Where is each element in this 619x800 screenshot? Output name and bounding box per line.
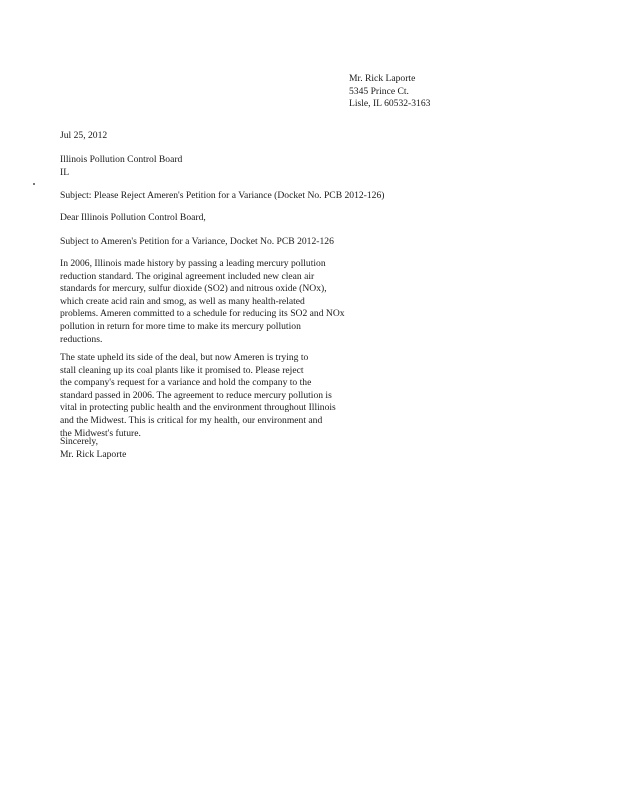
sender-name: Mr. Rick Laporte	[349, 73, 416, 84]
paragraph-line: vital in protecting public health and the environment throughout Illinois	[60, 402, 336, 414]
salutation: Dear Illinois Pollution Control Board,	[60, 212, 206, 223]
recipient-state: IL	[60, 166, 70, 178]
paragraph-line: pollution in return for more time to make its mercury pollution	[60, 320, 301, 332]
body-paragraph-2	[60, 352, 360, 440]
recipient-name: Illinois Pollution Control Board	[60, 154, 183, 165]
paragraph-line: reduction standard. The original agreement included new clean air	[60, 270, 315, 282]
subject-line: Subject: Please Reject Ameren's Petition for a Variance (Docket No. PCB 2012-126)	[60, 190, 385, 201]
paragraph-line: problems. Ameren committed to a schedule for reducing its SO2 and NOx	[60, 308, 345, 320]
paragraph-line: the Midwest's future.	[60, 427, 141, 439]
paragraph-line: the company's request for a variance and hold the company to the	[60, 377, 312, 389]
paragraph-line: which create acid rain and smog, as well as many health-related	[60, 295, 305, 307]
sender-street: 5345 Prince Ct.	[349, 85, 409, 97]
paragraph-line: and the Midwest. This is critical for my health, our environment and	[60, 414, 323, 426]
paragraph-line: reductions.	[60, 333, 103, 345]
paragraph-line: standards for mercury, sulfur dioxide (SO2) and nitrous oxide (NOx),	[60, 283, 327, 295]
body-paragraph-1	[60, 258, 360, 346]
paragraph-line: In 2006, Illinois made history by passing a leading mercury pollution	[60, 258, 326, 269]
letter-date: Jul 25, 2012	[60, 130, 108, 141]
scan-speck	[33, 183, 35, 185]
signature-name: Mr. Rick Laporte	[60, 448, 127, 460]
sender-address	[349, 73, 430, 111]
closing	[60, 436, 360, 461]
sender-city: Lisle, IL 60532-3163	[349, 98, 431, 110]
re-line: Subject to Ameren's Petition for a Variance, Docket No. PCB 2012-126	[60, 236, 334, 247]
paragraph-line: stall cleaning up its coal plants like it promised to. Please reject	[60, 364, 304, 376]
paragraph-line: The state upheld its side of the deal, but now Ameren is trying to	[60, 352, 309, 363]
valediction: Sincerely,	[60, 436, 99, 447]
paragraph-line: standard passed in 2006. The agreement to reduce mercury pollution is	[60, 389, 332, 401]
recipient-address	[60, 154, 360, 179]
